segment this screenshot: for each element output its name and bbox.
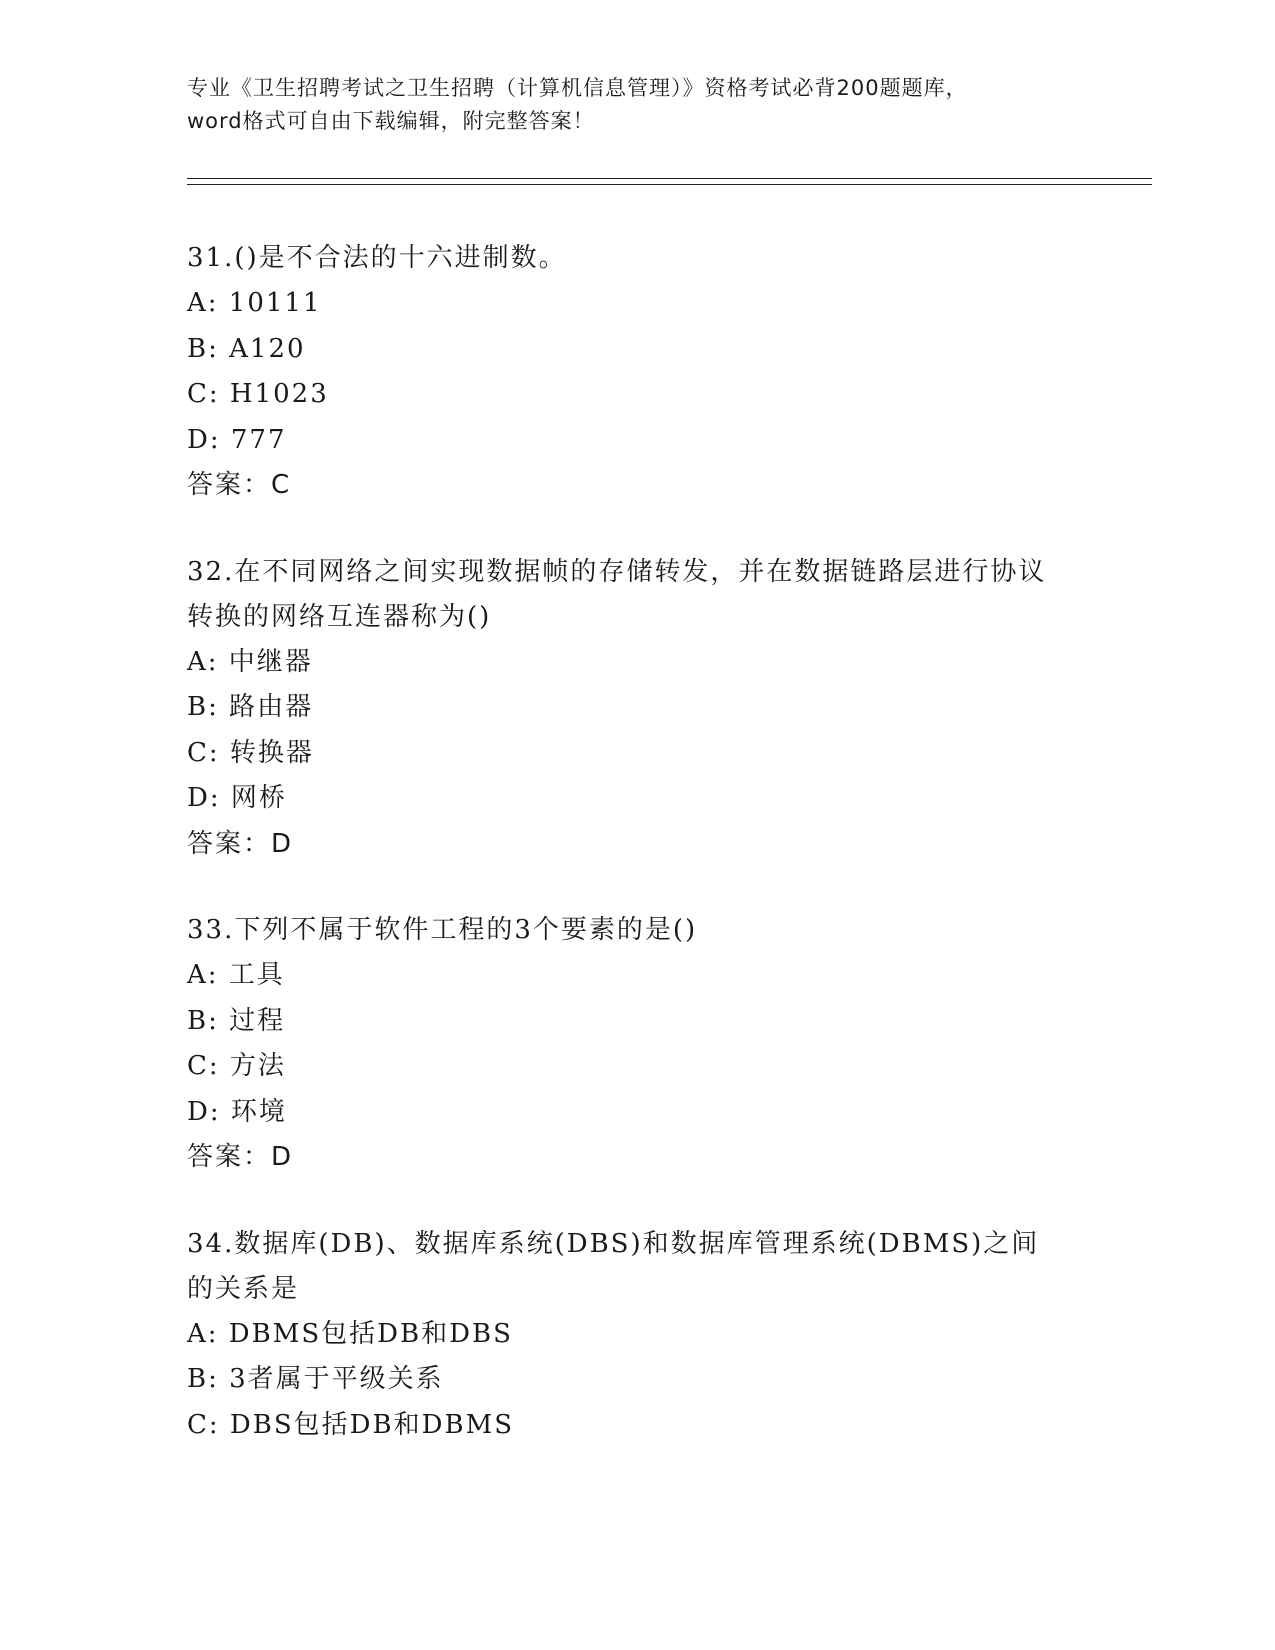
option-d: D: 环境	[187, 1096, 287, 1127]
option-b: B: 路由器	[187, 692, 314, 722]
option-c: C: 方法	[187, 1051, 286, 1081]
header-line-1: 专业《卫生招聘考试之卫生招聘（计算机信息管理）》资格考试必背200题题库，	[187, 76, 968, 100]
answer-line: 答案：D	[187, 1142, 294, 1172]
option-a: A: 工具	[187, 960, 285, 990]
option-d: D: 777	[187, 424, 287, 455]
header-divider-bottom	[187, 184, 1152, 185]
question-34	[187, 1222, 1087, 1449]
option-c: C: H1023	[187, 379, 329, 409]
question-33	[187, 908, 1087, 1181]
question-text: 34.数据库(DB)、数据库系统(DBS)和数据库管理系统(DBMS)之间的关系是	[187, 1228, 1040, 1304]
question-list	[187, 236, 1087, 1489]
option-c: C: 转换器	[187, 737, 314, 768]
document-header	[187, 72, 1087, 138]
question-text: 33.下列不属于软件工程的3个要素的是()	[187, 915, 698, 945]
header-line-2: word格式可自由下载编辑，附完整答案！	[187, 109, 595, 133]
question-31	[187, 236, 1087, 509]
option-b: B: A120	[187, 333, 306, 364]
header-divider-top	[187, 178, 1152, 179]
option-b: B: 3者属于平级关系	[187, 1364, 444, 1394]
question-text: 31.()是不合法的十六进制数。	[187, 243, 567, 273]
option-a: A: DBMS包括DB和DBS	[187, 1318, 513, 1349]
option-b: B: 过程	[187, 1005, 286, 1036]
answer-line: 答案：D	[187, 828, 294, 859]
question-32	[187, 550, 1087, 868]
option-a: A: 中继器	[187, 646, 313, 677]
option-d: D: 网桥	[187, 783, 287, 813]
option-c: C: DBS包括DB和DBMS	[187, 1409, 515, 1440]
answer-line: 答案：C	[187, 470, 292, 500]
option-a: A: 10111	[187, 288, 322, 318]
question-text: 32.在不同网络之间实现数据帧的存储转发，并在数据链路层进行协议转换的网络互连器称为()	[187, 556, 1047, 632]
